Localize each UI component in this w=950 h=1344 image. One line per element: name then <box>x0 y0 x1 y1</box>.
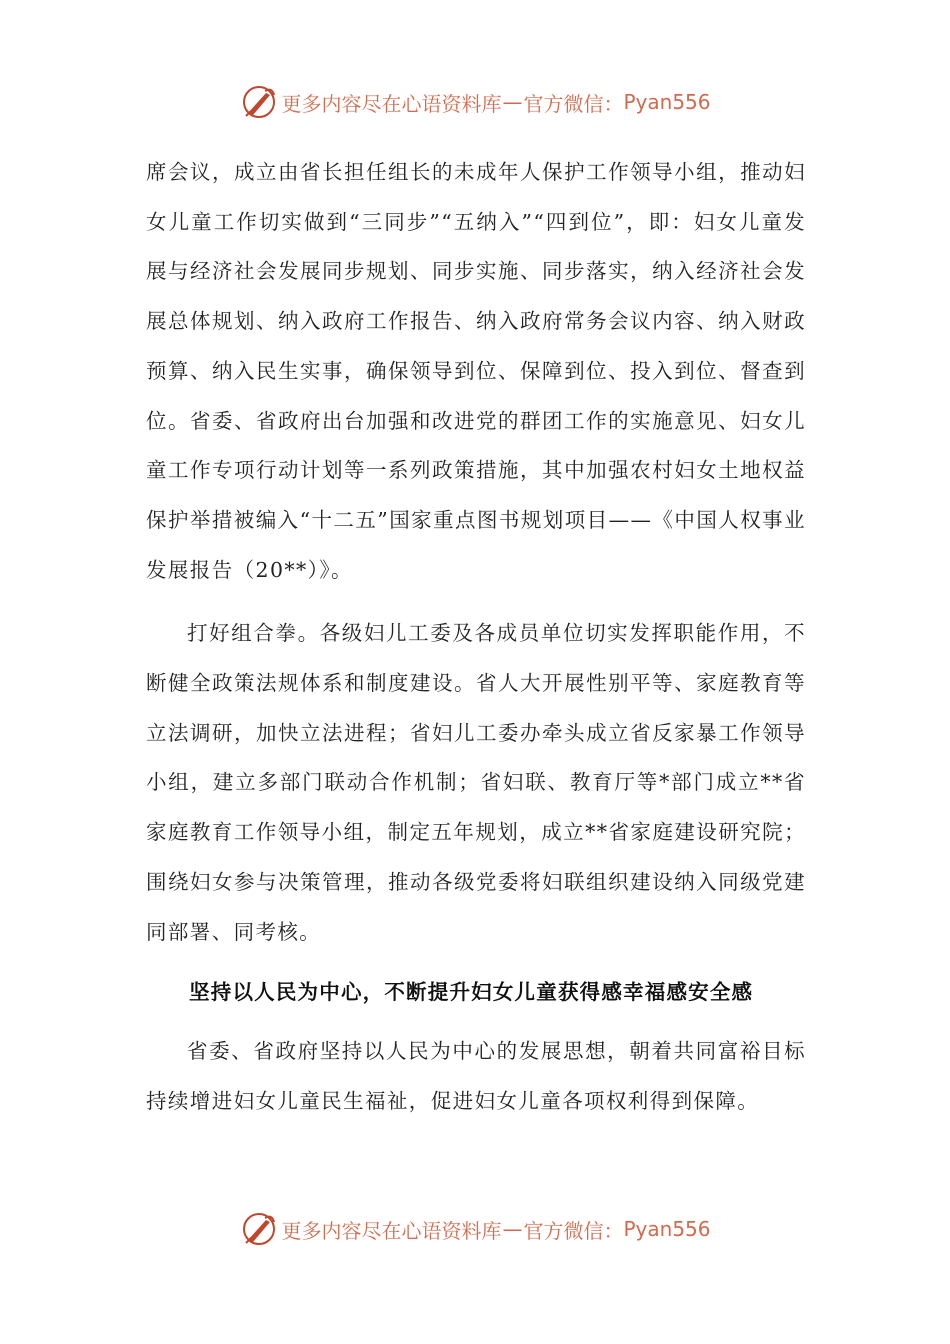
banner-label: 官方微信： <box>523 1218 624 1243</box>
banner-text: 更多内容尽在心语资料库 <box>281 91 502 116</box>
header-banner <box>0 80 950 124</box>
paragraph-3: 省委、省政府坚持以人民为中心的发展思想，朝着共同富裕目标持续增进妇女儿童民生福祉，促进妇女儿童各项权利得到保障。 <box>146 1039 806 1113</box>
banner-separator: — <box>502 1217 523 1241</box>
banner-label: 官方微信： <box>523 91 624 116</box>
pen-nib-logo-icon <box>239 1209 279 1249</box>
banner-id: Pyan556 <box>623 90 711 114</box>
banner-id: Pyan556 <box>623 1217 711 1241</box>
banner-separator: — <box>502 90 523 114</box>
section-heading: 坚持以人民为中心，不断提升妇女儿童获得感幸福感安全感 <box>189 980 754 1005</box>
banner-text: 更多内容尽在心语资料库 <box>281 1218 502 1243</box>
footer-banner <box>0 1207 950 1251</box>
pen-nib-logo-icon <box>239 82 279 122</box>
paragraph-2: 打好组合拳。各级妇儿工委及各成员单位切实发挥职能作用，不断健全政策法规体系和制度建设。省人大开展性别平等、家庭教育等立法调研，加快立法进程；省妇儿工委办牵头成立省反家暴工作领导小组，建立多部门联动合作机制；省妇联、教育厅等*部门成立**省家庭教育工作领导小组，制定五年规划，成立**省家庭建设研究院；围绕妇女参与决策管理，推动各级党委将妇联组织建设纳入同级党建同部署、同考核。 <box>146 621 806 944</box>
paragraph-1: 席会议，成立由省长担任组长的未成年人保护工作领导小组，推动妇女儿童工作切实做到“三同步”“五纳入”“四到位”，即：妇女儿童发展与经济社会发展同步规划、同步实施、同步落实，纳入经济社会发展总体规划、纳入政府工作报告、纳入政府常务会议内容、纳入财政预算、纳入民生实事，确保领导到位、保障到位、投入到位、督查到位。省委、省政府出台加强和改进党的群团工作的实施意见、妇女儿童工作专项行动计划等一系列政策措施，其中加强农村妇女土地权益保护举措被编入“十二五”国家重点图书规划项目——《中国人权事业发展报告（20**）》。 <box>146 160 806 582</box>
document-body <box>146 148 806 1127</box>
